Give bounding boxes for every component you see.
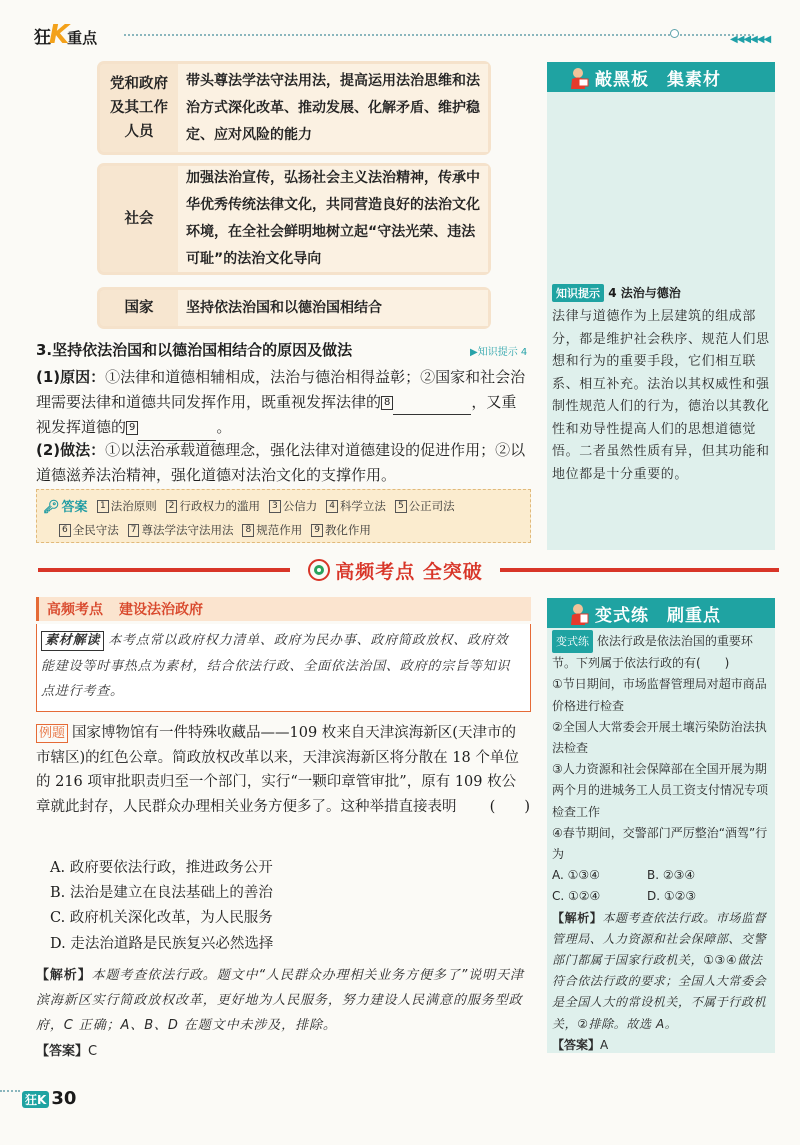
page-number: 狂K 30: [22, 1088, 76, 1109]
example-answer: 【答案】C: [36, 1044, 98, 1059]
brand-logo: [34, 20, 97, 50]
fill-blank-8: [393, 390, 471, 416]
row-content: 加强法治宣传，弘扬社会主义法治精神，传承中华优秀传统法律文化，共同营造良好的法治文化环境，在全社会鲜明地树立起“守法光荣、违法可耻”的法治文化导向: [178, 166, 488, 272]
practice-question: 变式练 依法行政是依法治国的重要环节。下列属于依法行政的有( ): [552, 630, 772, 674]
section-title: 3.坚持依法治国和以德治国相结合的原因及做法: [36, 341, 353, 359]
material-tag: 素材解读: [41, 631, 104, 651]
brand-text-2: 重点: [67, 29, 98, 47]
method-paragraph: (2)做法：①以法治承载道德理念，强化法律对道德建设的促进作用；②以道德滋养法治精神，强化道德对法治文化的支撑作用。: [36, 441, 526, 484]
option-c: C. 政府机关深化改革，为人民服务: [50, 910, 273, 926]
answer-bracket: ( ): [489, 798, 530, 815]
row-label: 社会: [124, 211, 154, 227]
hotspot-header: 高频考点 建设法治政府: [36, 597, 531, 621]
blank-number-9: 9: [126, 421, 138, 435]
practice-tag: 变式练: [552, 630, 593, 653]
row-label: 党和政府 及其工作 人员: [110, 76, 168, 140]
practice-body: [552, 630, 772, 1056]
student-icon: [567, 67, 589, 89]
answer-box: [36, 489, 531, 543]
knowledge-tip-tag: 知识提示: [552, 284, 604, 302]
table-row-state: [100, 290, 488, 326]
practice-options-row-2: C. ①②④ D. ①②③: [552, 889, 697, 904]
practice-item: ③人力资源和社会保障部在全国开展为期两个月的进城务工人员工资支付情况专项检查工作: [552, 762, 769, 819]
example-question: 例题 国家博物馆有一件特殊收藏品——109 枚来自天津滨海新区(天津市的市辖区)的红色公章。简政放权改革以来，天津滨海新区将分散在 18 个单位的 216 项审批职责归至一个部门，实行“一颗印章管审批”，原有 109 枚公章就此封存，人民群众办理相关业务方便多了。这种举措直接表明 ( ): [36, 721, 530, 819]
table-row-government: [100, 64, 488, 152]
row-content: 坚持依法治国和以德治国相结合: [178, 290, 488, 326]
student-icon: [567, 603, 589, 625]
sidebar-practice: [547, 598, 775, 1053]
option-d: D. 走法治道路是民族复兴必然选择: [50, 936, 274, 952]
target-icon: [307, 558, 331, 582]
header-arrows-icon: ◀◀◀◀◀◀: [730, 34, 771, 45]
analysis-paragraph: 【解析】本题考查依法行政。题文中“人民群众办理相关业务方便多了”说明天津滨海新区实行简政放权改革，更好地为人民服务，努力建设人民满意的服务型政府，C 正确；A、B、D 在题文中未涉及，排除。: [36, 968, 524, 1033]
knowledge-tip-body: 法律与道德作为上层建筑的组成部分，都是维护社会秩序、规范人们思想和行为的重要手段，它们相互联系、相互补充。法治以其权威性和强制性规范人们的行为，德治以其教化性和劝导性提高人们的思想道德觉悟。二者虽然性质有异，但其功能和地位都是十分重要的。: [552, 309, 770, 482]
table-row-society: [100, 166, 488, 272]
fill-blank-9: [138, 415, 216, 441]
row-content: 带头尊法学法守法用法，提高运用法治思维和法治方式深化改革、推动发展、化解矛盾、维护稳定、应对风险的能力: [178, 64, 488, 152]
sidebar-header: 变式练 刷重点: [547, 598, 775, 628]
practice-item: ④春节期间，交警部门严厉整治“酒驾”行为: [552, 825, 768, 862]
brand-k: K: [49, 20, 70, 50]
sidebar-blackboard: [547, 62, 775, 550]
practice-options-row-1: A. ①③④ B. ②③④: [552, 868, 696, 883]
row-label: 国家: [124, 300, 154, 316]
reason-paragraph: (1)原因：①法律和道德相辅相成，法治与德治相得益彰；②国家和社会治理需要法律和道德共同发挥作用，既重视发挥法律的 8 ，又重视发挥道德的 9 。: [36, 365, 530, 441]
knowledge-tip-link[interactable]: ▶知识提示 4: [470, 347, 528, 358]
blank-number-8: 8: [381, 396, 393, 410]
answer-line-1: 1 法治原则 2 行政权力的滥用 3 公信力 4 科学立法 5 公正司法: [97, 498, 464, 514]
footer-divider: [0, 1090, 20, 1145]
knowledge-tip-title: 知识提示 4 法治与德治: [552, 284, 681, 302]
answer-tag: 🔑︎ 答案: [43, 500, 88, 515]
header-divider: [124, 34, 754, 36]
practice-answer: 【答案】A: [552, 1037, 609, 1052]
example-tag: 例题: [36, 724, 68, 743]
header-circle-icon: [670, 29, 679, 38]
practice-item: ①节日期间，市场监督管理局对超市商品价格进行检查: [552, 677, 767, 713]
practice-item: ②全国人大常委会开展土壤污染防治法执法检查: [552, 719, 767, 756]
practice-analysis: 【解析】本题考查依法行政。市场监督管理局、人力资源和社会保障部、交警部门都属于国家行政机关，①③④做法符合依法行政的要求；全国人大常委会是全国人大的常设机关，不属于行政机关，②排除。故选 A。: [552, 910, 767, 1031]
banner-title: 高频考点 全突破: [290, 555, 500, 585]
page-logo-icon: 狂K: [22, 1091, 49, 1108]
option-b: B. 法治是建立在良法基础上的善治: [50, 885, 273, 901]
material-box: 素材解读 本考点常以政府权力清单、政府为民办事、政府简政放权、政府效能建设等时事热点为素材，结合依法行政、全面依法治国、政府的宗旨等知识点进行考查。: [36, 624, 531, 712]
answer-line-2: 6 全民守法 7 尊法学法守法用法 8 规范作用 9 教化作用: [59, 522, 380, 538]
brand-text-1: 狂: [34, 28, 51, 48]
key-icon: 🔑︎: [43, 500, 60, 515]
sidebar-header: 敲黑板 集素材: [547, 62, 775, 92]
option-a: A. 政府要依法行政，推进政务公开: [50, 860, 273, 876]
